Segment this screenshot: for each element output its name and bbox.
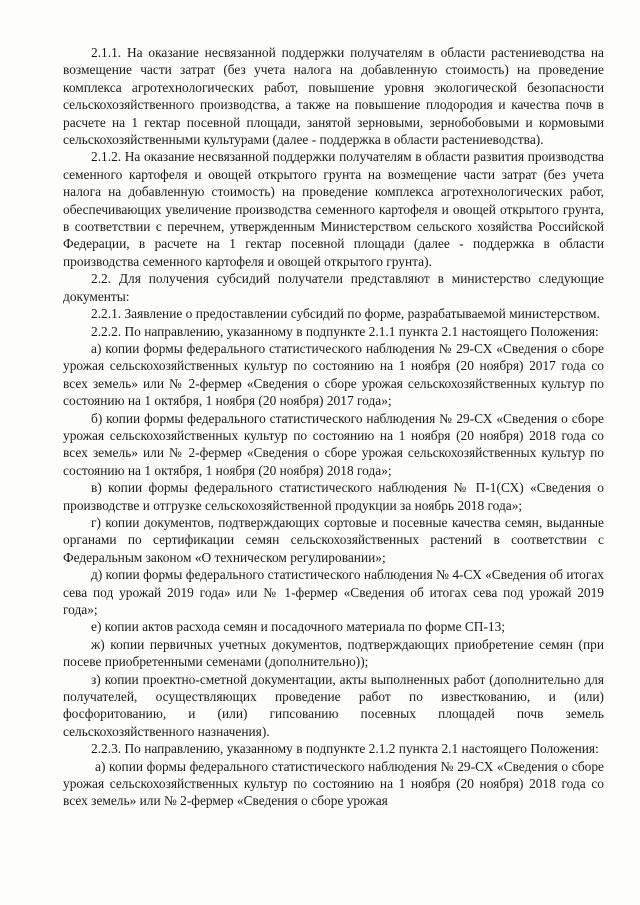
list-item-b: б) копии формы федерального статистического наблюдения № 29-СХ «Сведения о сборе урожая сельскохозяйственных культур по состоянию на 1 ноября (20 ноября) 2018 года со всех земель» или № 2-фермер «Сведения о сборе урожая сельскохозяйственных культур по состоянию на 1 октября, 1 ноября (20 ноября) 2018 года»; <box>63 410 604 478</box>
list-item-zh: ж) копии первичных учетных документов, подтверждающих приобретение семян (при посеве приобретенными семенами (дополнительно)); <box>63 636 604 670</box>
list-item-d: д) копии формы федерального статистического наблюдения № 4-СХ «Сведения об итогах сева под урожай 2019 года» или № 1-фермер «Сведения об итогах сева под урожай 2019 года»; <box>63 567 604 617</box>
paragraph-2-1-2: 2.1.2. На оказание несвязанной поддержки получателям в области развития производства семенного картофеля и овощей открытого грунта на возмещение части затрат (без учета налога на добавленную стоимость) на проведение комплекса агротехнологических работ, обеспечивающих увеличение производства семенного картофеля и овощей открытого грунта, в соответствии с перечнем, утвержденным Министерством сельского хозяйства Российской Федерации, в расчете на 1 гектар посевной площади (далее - поддержка в области производства семенного картофеля и овощей открытого грунта). <box>63 149 604 269</box>
paragraph-2-2-3: 2.2.3. По направлению, указанному в подпункте 2.1.2 пункта 2.1 настоящего Положения: <box>91 741 599 757</box>
list-item-v: в) копии формы федерального статистического наблюдения № П-1(СХ) «Сведения о производстве и отгрузке сельскохозяйственной продукции за ноябрь 2018 года»; <box>63 480 604 513</box>
paragraph-2-1-1: 2.1.1. На оказание несвязанной поддержки получателям в области растениеводства на возмещение части затрат (без учета налога на добавленную стоимость) на проведение комплекса агротехнологических работ, повышение уровня экологической безопасности сельскохозяйственного производства, а также на повышение плодородия и качества почв в расчете на 1 гектар посевной площади, занятой зерновыми, зернобобовыми и кормовыми сельскохозяйственными культурами (далее - поддержка в области растениеводства). <box>63 45 604 148</box>
paragraph-2-2-2: 2.2.2. По направлению, указанному в подпункте 2.1.1 пункта 2.1 настоящего Положения: <box>91 323 599 339</box>
paragraph-2-2-1: 2.2.1. Заявление о предоставлении субсидий по форме, разрабатываемой министерством. <box>91 306 600 322</box>
list-item-g: г) копии документов, подтверждающих сортовые и посевные качества семян, выданные органами по сертификации семян сельскохозяйственных растений в соответствии с Федеральным законом «О техническом регулировании»; <box>63 514 604 565</box>
paragraph-2-2: 2.2. Для получения субсидий получатели представляют в министерство следующие документы: <box>63 271 604 304</box>
list-item-a-first: а) копии формы федерального статистического наблюдения № 29-СХ «Сведения о сборе урожая сельскохозяйственных культур по состоянию на 1 ноября (20 ноября) 2017 года со всех земель» или № 2-фермер «Сведения о сборе урожая сельскохозяйственных культур по состоянию на 1 октября, 1 ноября (20 ноября) 2017 года»; <box>63 340 604 409</box>
list-item-a-second: а) копии формы федерального статистического наблюдения № 29-СХ «Сведения о сборе урожая сельскохозяйственных культур по состоянию на 1 ноября (20 ноября) 2018 года со всех земель» или № 2-фермер «Сведения о сборе урожая <box>63 758 604 809</box>
list-item-e: е) копии актов расхода семян и посадочного материала по форме СП-13; <box>91 619 506 635</box>
list-item-z: з) копии проектно-сметной документации, акты выполненных работ (дополнительно для получателей, осуществляющих проведение работ по известкованию, и (или) фосфоритованию, и (или) гипсованию посевных площадей почв земель сельскохозяйственного назначения). <box>63 671 604 739</box>
